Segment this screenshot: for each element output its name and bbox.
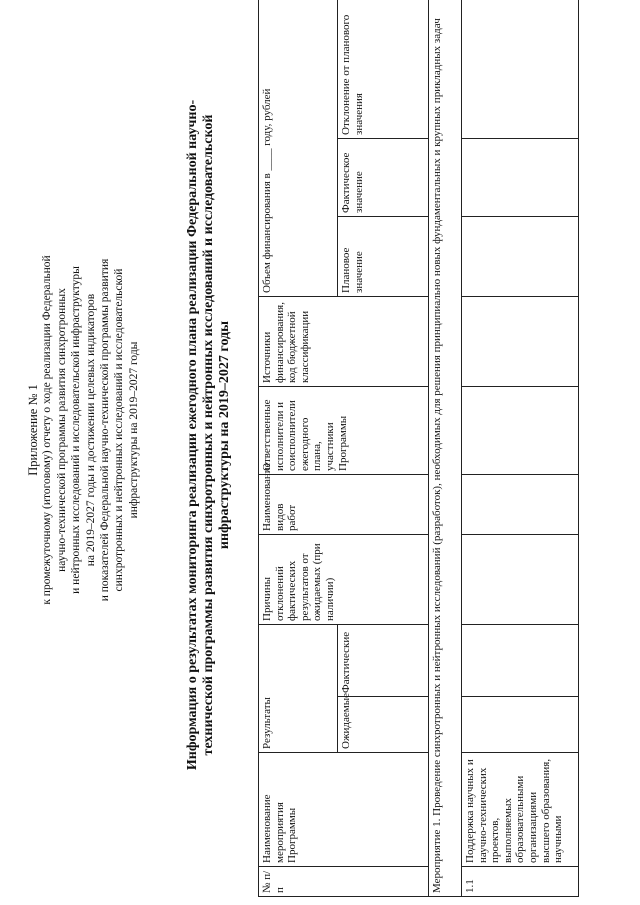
header-deviation-value: Отклонение от планового значения <box>338 0 429 138</box>
header-work-types: Наименование видов работ <box>259 474 429 534</box>
row-cell <box>462 0 579 138</box>
row-cell <box>462 216 579 296</box>
appendix-line: к промежуточному (итоговому) отчету о ходе реализации Федеральной <box>41 255 54 605</box>
row-measure-name: Поддержка научных и научно-технических проектов, выполняемых образовательными организациями высшего образования, научными <box>462 753 579 867</box>
appendix-heading: Приложение № 1 <box>26 384 40 476</box>
header-funding-volume: Объем финансирования в ____ году, рублей <box>259 0 338 296</box>
header-measure-name: Наименование мероприятия Программы <box>259 753 429 867</box>
appendix-line: научно-технической программы развития синхротронных <box>55 288 68 572</box>
row-cell <box>462 138 579 216</box>
row-cell <box>462 474 579 534</box>
row-cell <box>462 534 579 624</box>
title-line: технической программы развития синхротронных и нейтронных исследований и исследовательской <box>201 114 216 756</box>
appendix-line: на 2019–2027 годы и достижении целевых индикаторов <box>84 293 97 567</box>
monitoring-table <box>258 0 640 897</box>
appendix-line: инфраструктуры на 2019–2027 годы <box>127 341 140 519</box>
header-funding-sources: Источники финансирования, код бюджетной классификации <box>259 296 429 386</box>
appendix-line: и нейтронных исследований и исследовательской инфраструктуры <box>70 266 83 594</box>
document-title <box>185 55 233 815</box>
header-num: № п/п <box>259 867 429 897</box>
appendix-block <box>26 85 141 775</box>
header-executors: Ответственные исполнители и соисполнители ежегодного плана, участники Программы <box>259 386 429 474</box>
row-cell <box>462 624 579 696</box>
title-line: инфраструктуры на 2019–2027 годы <box>217 320 232 550</box>
title-line: Информация о результатах мониторинга реализации ежегодного плана реализации Федеральной научно- <box>185 99 200 771</box>
header-actual: Фактические <box>338 624 429 696</box>
header-deviation-reasons: Причины отклонений фактических результатов от ожидаемых (при наличии) <box>259 534 429 624</box>
header-fact-value: Фактическое значение <box>338 138 429 216</box>
row-cell <box>462 386 579 474</box>
header-expected: Ожидаемые <box>338 697 429 753</box>
row-cell <box>462 296 579 386</box>
measure-1-row: Мероприятие 1. Проведение синхротронных и нейтронных исследований (разработок), необходимых для решения принципиально новых фундаментальных и крупных прикладных задач <box>429 0 462 897</box>
row-cell <box>462 697 579 753</box>
header-planned-value: Плановое значение <box>338 216 429 296</box>
appendix-line: синхротронных и нейтронных исследований и исследовательской <box>113 268 126 592</box>
row-num: 1.1 <box>462 867 579 897</box>
appendix-line: и показателей Федеральной научно-технической программы развития <box>99 258 112 602</box>
header-results: Результаты <box>259 624 338 752</box>
